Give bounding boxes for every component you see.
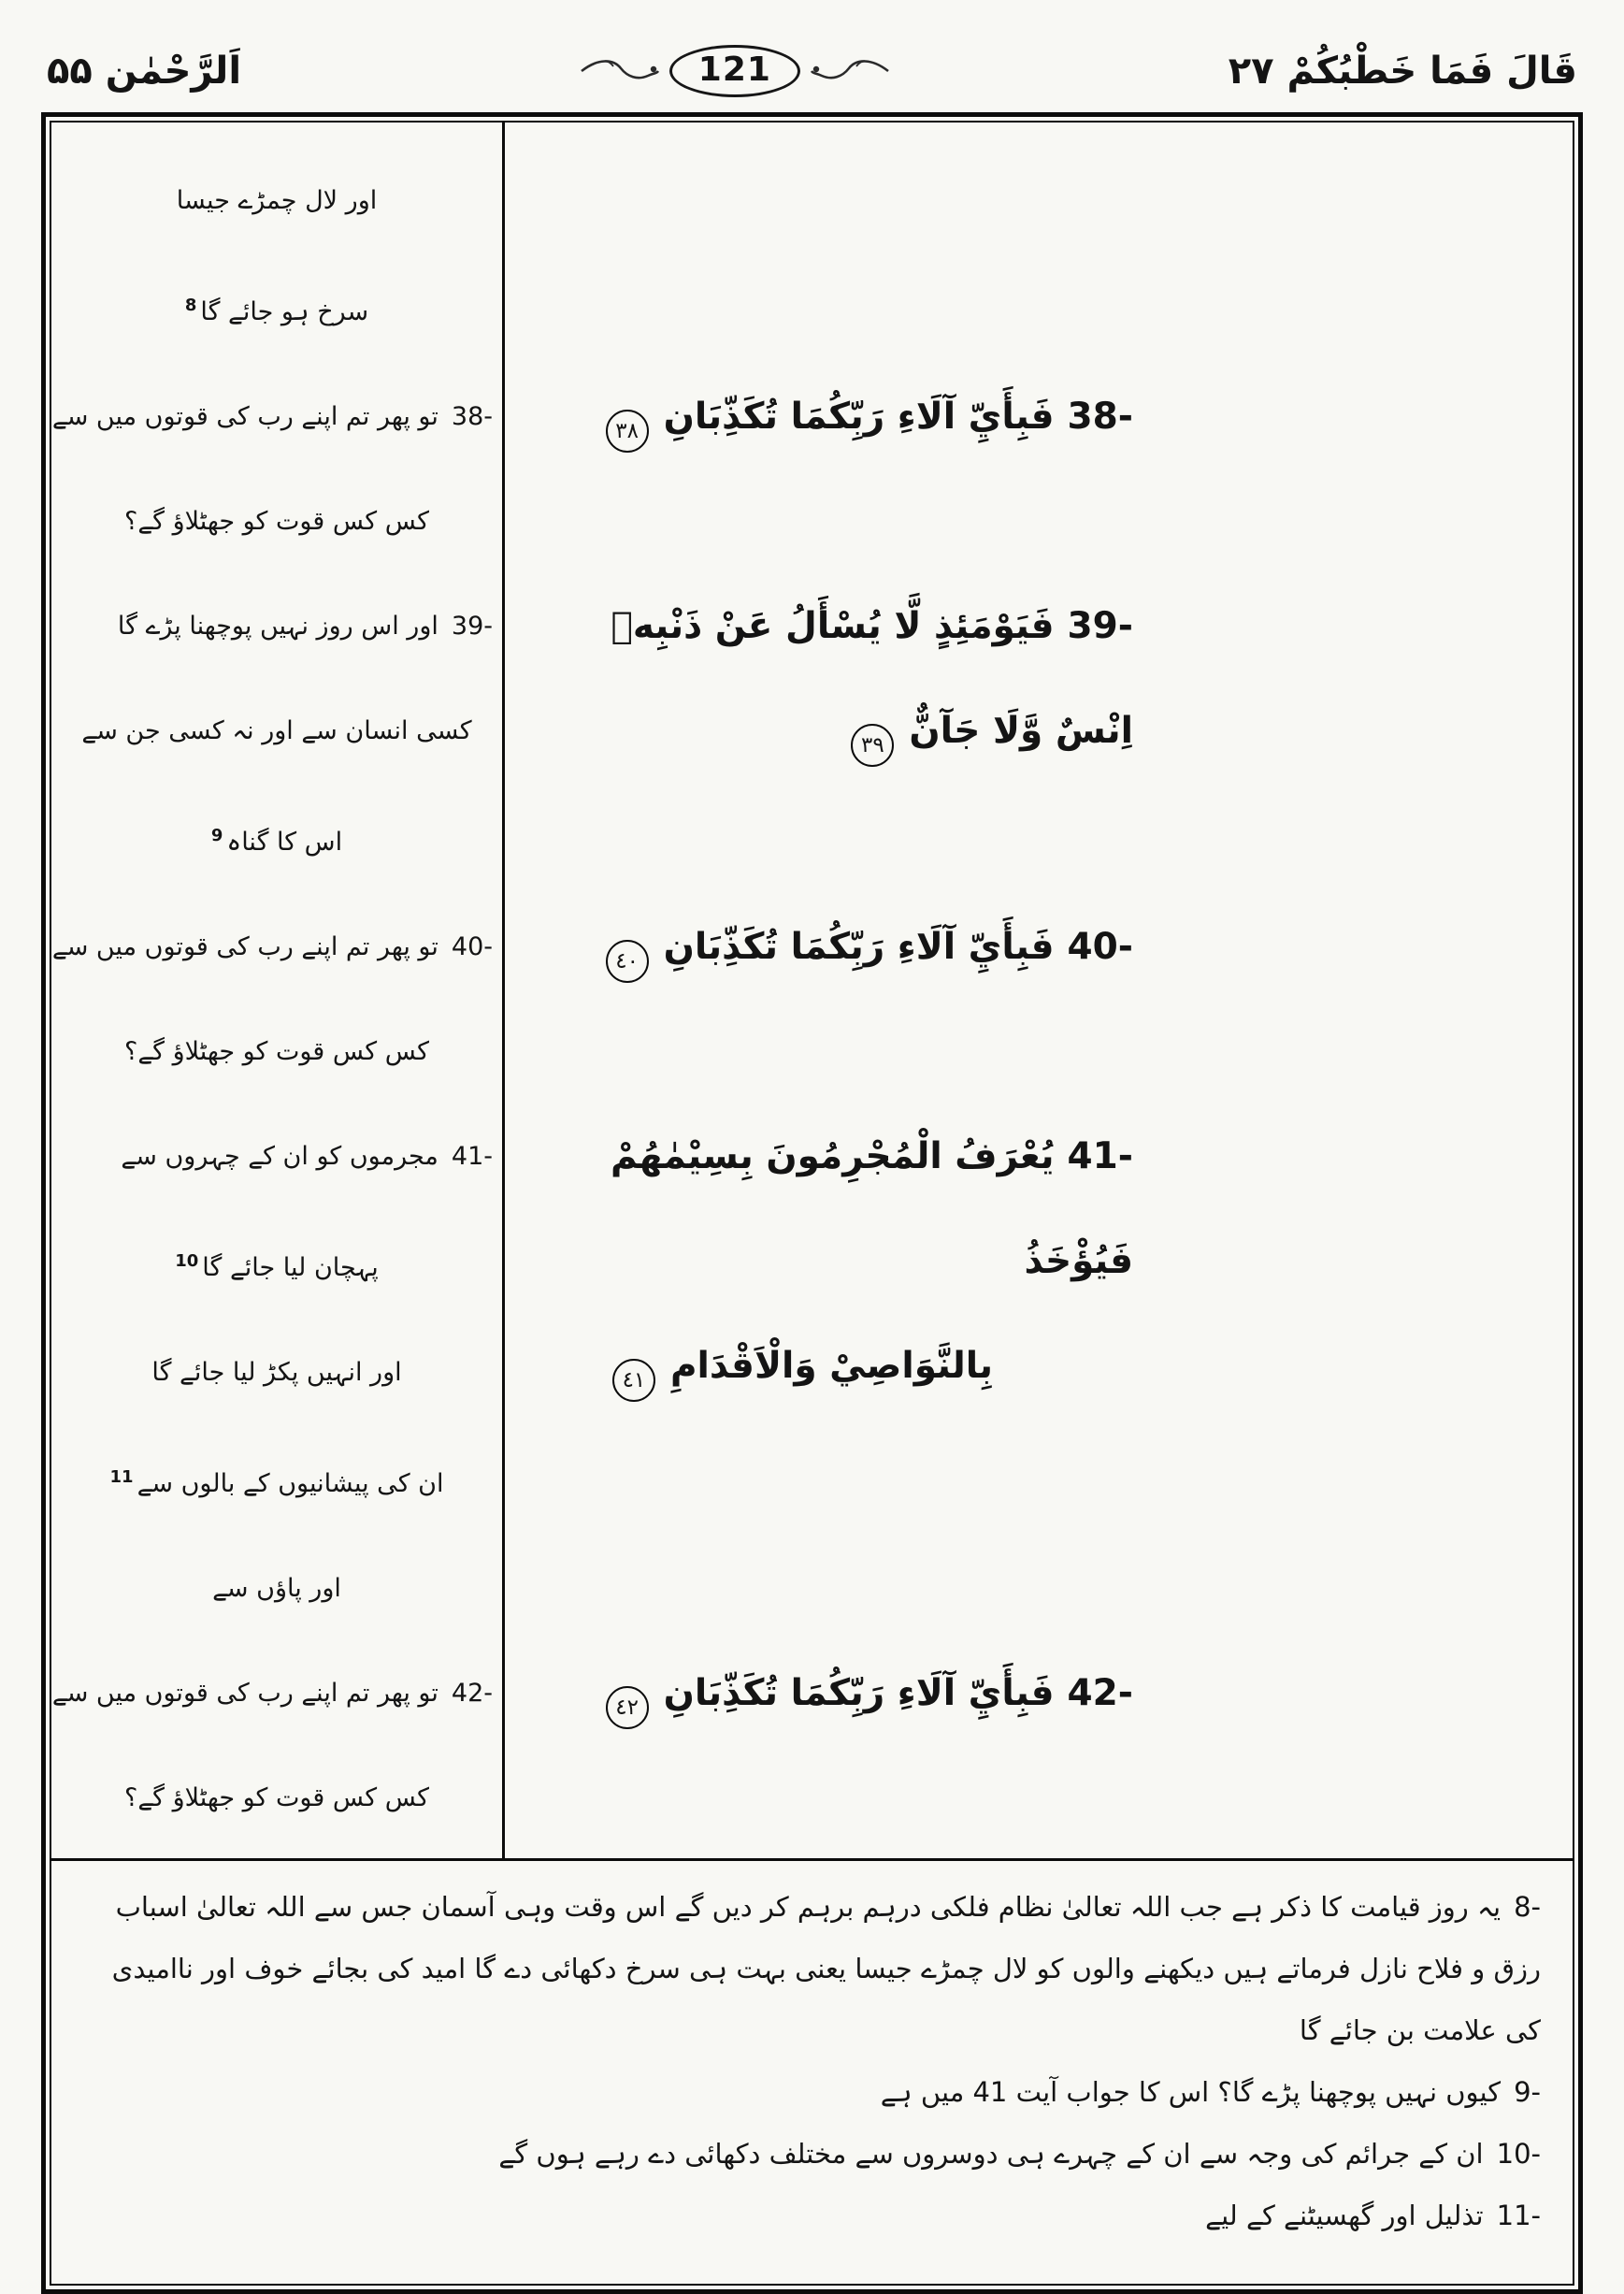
page-header	[41, 36, 1583, 112]
verse-row	[51, 574, 1573, 895]
footnote-text: کیوں نہیں پوچھنا پڑے گا؟ اس کا جواب آیت 41 میں ہے	[880, 2076, 1502, 2108]
verse-number: 42-	[1067, 1672, 1133, 1714]
footnote-number: 9-	[1514, 2076, 1541, 2108]
arabic-verse-line	[530, 1104, 1133, 1314]
verse-number: 38-	[1067, 396, 1133, 438]
arabic-verse-text: فَبِأَيِّ آلَاءِ رَبِّكُمَا تُكَذِّبَانِ	[663, 396, 1055, 438]
footnote-text: یہ روز قیامت کا ذکر ہے جب اللہ تعالیٰ نظام فلکی درہم برہم کر دیں گے اس وقت وہی آسمان جس سے اللہ تعالیٰ اسباب رزق و فلاح نازل فرماتے ہیں دیکھنے والوں کو لال چمڑے جیسا یعنی بہت ہی سرخ دکھائی دے گا امید کی بجائے خوف اور ناامیدی کی علامت بن جائے گا	[111, 1891, 1541, 2046]
arabic-verse-text: بِالنَّوَاصِيْ وَالْاَقْدَامِ	[669, 1345, 993, 1387]
urdu-translation-line	[61, 1746, 493, 1851]
urdu-translation-line	[61, 1320, 493, 1425]
ayah-end-marker: ٤١	[612, 1359, 655, 1402]
urdu-translation-text: پہچان لیا جائے گا	[202, 1253, 379, 1282]
urdu-translation-cell	[51, 149, 502, 365]
urdu-translation-text: تو پھر تم اپنے رب کی قوتوں میں سے	[51, 402, 438, 431]
arabic-verse-text: فَبِأَيِّ آلَاءِ رَبِّكُمَا تُكَذِّبَانِ	[663, 926, 1055, 968]
arabic-verse-cell	[502, 895, 1573, 1104]
urdu-translation-line	[61, 574, 493, 679]
ornament-left-icon	[580, 55, 660, 87]
urdu-translation-text: کس کس قوت کو جھٹلاؤ گے؟	[124, 507, 429, 536]
ayah-end-marker: ٤٢	[606, 1686, 649, 1729]
urdu-translation-line	[61, 784, 493, 895]
urdu-translation-text: تو پھر تم اپنے رب کی قوتوں میں سے	[51, 932, 438, 961]
footnote-ref: 9	[210, 826, 223, 845]
urdu-translation-cell	[51, 895, 502, 1104]
urdu-translation-line	[51, 895, 493, 1000]
footnote-item	[83, 2185, 1541, 2246]
verse-number: 40-	[1067, 926, 1133, 968]
footnote-ref: 11	[109, 1467, 134, 1487]
footnote-text: ان کے جرائم کی وجہ سے ان کے چہرے ہی دوسروں سے مختلف دکھائی دے رہے ہوں گے	[498, 2138, 1484, 2170]
footnotes-section	[51, 1861, 1573, 2284]
footnote-ref: 8	[184, 296, 197, 315]
ayah-end-marker: ٣٩	[851, 724, 894, 767]
verse-row	[51, 149, 1573, 365]
urdu-translation-text: اور اس روز نہیں پوچھنا پڑے گا	[117, 612, 438, 641]
verse-area	[51, 123, 1573, 1858]
verse-number: 41-	[1067, 1135, 1133, 1177]
urdu-translation-text: مجرموں کو ان کے چہروں سے	[121, 1142, 438, 1171]
footnote-item	[83, 2123, 1541, 2185]
arabic-verse-cell	[502, 1104, 1573, 1641]
urdu-translation-text: کس کس قوت کو جھٹلاؤ گے؟	[124, 1037, 429, 1066]
urdu-translation-line	[61, 149, 493, 253]
verse-number: 40-	[451, 932, 493, 961]
urdu-translation-line	[61, 1000, 493, 1104]
verse-number: 41-	[451, 1142, 493, 1171]
urdu-translation-cell	[51, 1641, 502, 1851]
content-frame	[41, 112, 1583, 2294]
urdu-translation-line	[61, 679, 493, 784]
urdu-translation-line	[61, 1537, 493, 1641]
urdu-translation-text: اور لال چمڑے جیسا	[176, 186, 378, 215]
page-number: 121	[669, 45, 800, 97]
arabic-verse-line	[530, 365, 1133, 469]
urdu-translation-text: کس کس قوت کو جھٹلاؤ گے؟	[124, 1783, 429, 1812]
urdu-translation-line	[61, 1104, 493, 1209]
footnote-number: 8-	[1514, 1891, 1541, 1923]
arabic-verse-cell	[502, 365, 1573, 574]
arabic-verse-cell	[502, 149, 1573, 365]
verse-number: 39-	[1067, 605, 1133, 647]
surah-title: اَلرَّحْمٰن ۵۵	[47, 50, 242, 93]
footnote-number: 11-	[1496, 2200, 1541, 2231]
verse-number: 38-	[451, 402, 493, 431]
ornament-right-icon	[810, 55, 890, 87]
content-frame-inner	[50, 121, 1574, 2286]
footnote-item	[83, 2061, 1541, 2123]
verse-row	[51, 895, 1573, 1104]
arabic-verse-line	[530, 1641, 1133, 1746]
footnote-number: 10-	[1496, 2138, 1541, 2170]
urdu-translation-line	[61, 1209, 493, 1320]
page-number-cartouche	[580, 45, 890, 97]
urdu-translation-cell	[51, 574, 502, 895]
urdu-translation-line	[61, 1425, 493, 1537]
verse-row	[51, 1641, 1573, 1851]
urdu-translation-line	[51, 1641, 493, 1746]
urdu-translation-line	[61, 469, 493, 574]
arabic-verse-text: فَبِأَيِّ آلَاءِ رَبِّكُمَا تُكَذِّبَانِ	[663, 1672, 1055, 1714]
urdu-translation-line	[51, 365, 493, 469]
footnote-ref: 10	[175, 1251, 199, 1271]
footnote-text: تذلیل اور گھسیٹنے کے لیے	[1205, 2200, 1484, 2231]
verse-row	[51, 365, 1573, 574]
urdu-translation-text: اس کا گناہ	[226, 828, 343, 857]
verse-number: 39-	[451, 612, 493, 641]
arabic-verse-text: فَيَوْمَئِذٍ لَّا يُسْأَلُ عَنْ ذَنْبِهٖ اِنْسٌ وَّلَا جَآنٌّ	[611, 605, 1133, 752]
arabic-verse-cell	[502, 1641, 1573, 1851]
ayah-end-marker: ٣٨	[606, 410, 649, 453]
footnote-item	[83, 1876, 1541, 2061]
urdu-translation-text: اور پاؤں سے	[212, 1574, 341, 1603]
column-divider	[502, 123, 505, 1858]
urdu-translation-cell	[51, 1104, 502, 1641]
arabic-verse-cell	[502, 574, 1573, 895]
arabic-verse-line	[530, 574, 1133, 784]
arabic-verse-line	[530, 1314, 1133, 1419]
ayah-end-marker: ٤٠	[606, 940, 649, 983]
urdu-translation-text: تو پھر تم اپنے رب کی قوتوں میں سے	[51, 1679, 438, 1708]
juz-title: قَالَ فَمَا خَطْبُكُمْ ۲۷	[1228, 50, 1577, 93]
verse-row	[51, 1104, 1573, 1641]
urdu-translation-cell	[51, 365, 502, 574]
arabic-verse-text: يُعْرَفُ الْمُجْرِمُونَ بِسِيْمٰهُمْ فَيُؤْخَذُ	[611, 1135, 1133, 1282]
urdu-translation-text: اور انہیں پکڑ لیا جائے گا	[151, 1358, 402, 1387]
urdu-translation-text: ان کی پیشانیوں کے بالوں سے	[137, 1469, 444, 1498]
arabic-verse-line	[530, 895, 1133, 1000]
urdu-translation-text: کسی انسان سے اور نہ کسی جن سے	[81, 716, 472, 745]
urdu-translation-line	[61, 253, 493, 365]
urdu-translation-text: سرخ ہو جائے گا	[200, 297, 369, 326]
verse-number: 42-	[451, 1679, 493, 1708]
